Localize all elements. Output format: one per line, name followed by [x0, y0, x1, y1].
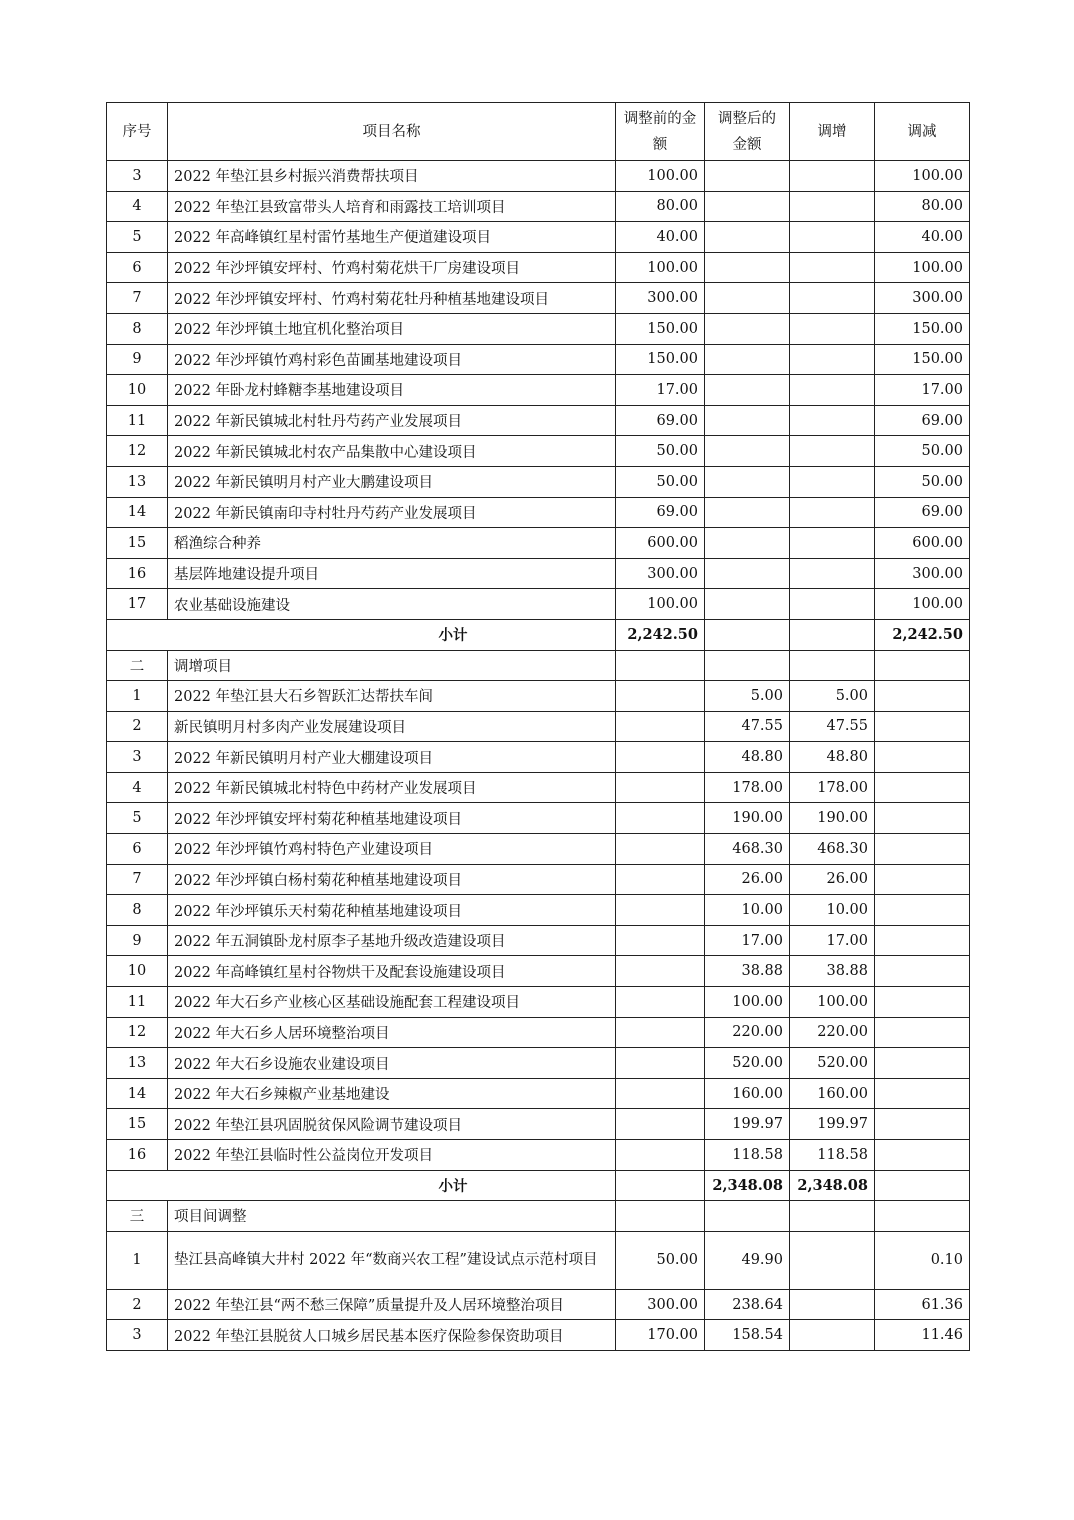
row-amount-before: 100.00 [616, 161, 705, 192]
row-project-name: 2022 年大石乡产业核心区基础设施配套工程建设项目 [168, 987, 616, 1018]
table-row [107, 742, 970, 773]
row-amount-before [616, 742, 705, 773]
row-seq: 15 [107, 1109, 168, 1140]
row-amount-after: 5.00 [705, 681, 790, 712]
row-seq: 16 [107, 558, 168, 589]
row-project-name: 2022 年垫江县致富带头人培育和雨露技工培训项目 [168, 191, 616, 222]
row-project-name: 新民镇明月村多肉产业发展建设项目 [168, 711, 616, 742]
row-amount-before: 50.00 [616, 466, 705, 497]
row-amount-after [705, 344, 790, 375]
row-increase [790, 1320, 875, 1351]
row-project-name: 2022 年沙坪镇安坪村、竹鸡村菊花烘干厂房建设项目 [168, 252, 616, 283]
row-seq: 12 [107, 436, 168, 467]
row-seq: 5 [107, 803, 168, 834]
row-project-name: 2022 年新民镇南印寺村牡丹芍药产业发展项目 [168, 497, 616, 528]
table-row [107, 1109, 970, 1140]
row-increase [790, 466, 875, 497]
row-increase [790, 1231, 875, 1289]
row-increase: 5.00 [790, 681, 875, 712]
row-seq: 5 [107, 222, 168, 253]
row-amount-after [705, 252, 790, 283]
row-seq: 14 [107, 497, 168, 528]
row-amount-after [705, 222, 790, 253]
table-body [107, 161, 970, 1351]
row-amount-before: 300.00 [616, 1289, 705, 1320]
row-decrease [875, 1109, 970, 1140]
row-decrease: 150.00 [875, 313, 970, 344]
subtotal-increase [790, 619, 875, 650]
row-amount-after: 118.58 [705, 1140, 790, 1171]
table-row [107, 1320, 970, 1351]
row-decrease: 100.00 [875, 589, 970, 620]
subtotal-row [107, 619, 970, 650]
row-project-name: 2022 年高峰镇红星村谷物烘干及配套设施建设项目 [168, 956, 616, 987]
row-amount-after: 158.54 [705, 1320, 790, 1351]
row-decrease [875, 834, 970, 865]
row-amount-before [616, 1017, 705, 1048]
section-number: 三 [107, 1201, 168, 1232]
row-amount-before [616, 1078, 705, 1109]
row-project-name: 2022 年沙坪镇竹鸡村彩色苗圃基地建设项目 [168, 344, 616, 375]
row-seq: 3 [107, 742, 168, 773]
section-title: 项目间调整 [168, 1201, 616, 1232]
row-increase: 48.80 [790, 742, 875, 773]
row-amount-before [616, 772, 705, 803]
row-increase [790, 222, 875, 253]
row-project-name: 2022 年卧龙村蜂糖李基地建设项目 [168, 375, 616, 406]
row-decrease: 69.00 [875, 405, 970, 436]
row-project-name: 2022 年沙坪镇安坪村、竹鸡村菊花牡丹种植基地建设项目 [168, 283, 616, 314]
row-increase [790, 161, 875, 192]
header-seq: 序号 [107, 103, 168, 161]
row-increase: 100.00 [790, 987, 875, 1018]
row-increase [790, 344, 875, 375]
row-seq: 1 [107, 1231, 168, 1289]
table-row [107, 1140, 970, 1171]
row-amount-after: 17.00 [705, 925, 790, 956]
row-amount-after: 199.97 [705, 1109, 790, 1140]
header-decrease: 调减 [875, 103, 970, 161]
row-project-name: 2022 年垫江县脱贫人口城乡居民基本医疗保险参保资助项目 [168, 1320, 616, 1351]
table-row [107, 1017, 970, 1048]
row-amount-after [705, 161, 790, 192]
row-amount-before: 69.00 [616, 405, 705, 436]
table-row [107, 895, 970, 926]
section-number: 二 [107, 650, 168, 681]
row-amount-before: 69.00 [616, 497, 705, 528]
row-decrease [875, 803, 970, 834]
row-increase: 26.00 [790, 864, 875, 895]
row-seq: 3 [107, 161, 168, 192]
table-row [107, 834, 970, 865]
table-row [107, 252, 970, 283]
row-project-name: 2022 年沙坪镇白杨村菊花种植基地建设项目 [168, 864, 616, 895]
row-increase [790, 528, 875, 559]
row-increase [790, 313, 875, 344]
row-amount-after: 220.00 [705, 1017, 790, 1048]
row-amount-after: 38.88 [705, 956, 790, 987]
adjustment-table [106, 102, 970, 1351]
row-increase [790, 589, 875, 620]
row-project-name: 2022 年沙坪镇土地宜机化整治项目 [168, 313, 616, 344]
table-row [107, 191, 970, 222]
header-increase: 调增 [790, 103, 875, 161]
empty-cell [875, 1201, 970, 1232]
row-amount-before [616, 803, 705, 834]
row-project-name: 2022 年新民镇城北村农产品集散中心建设项目 [168, 436, 616, 467]
row-amount-before: 600.00 [616, 528, 705, 559]
row-seq: 1 [107, 681, 168, 712]
row-amount-after: 160.00 [705, 1078, 790, 1109]
row-decrease [875, 1048, 970, 1079]
subtotal-label: 小计 [107, 619, 616, 650]
row-decrease [875, 711, 970, 742]
row-project-name: 2022 年大石乡辣椒产业基地建设 [168, 1078, 616, 1109]
row-amount-before [616, 987, 705, 1018]
row-decrease [875, 895, 970, 926]
table-row [107, 161, 970, 192]
row-project-name: 2022 年五洞镇卧龙村原李子基地升级改造建设项目 [168, 925, 616, 956]
row-decrease [875, 681, 970, 712]
row-amount-before: 100.00 [616, 252, 705, 283]
table-row [107, 987, 970, 1018]
table-row [107, 1048, 970, 1079]
row-increase [790, 497, 875, 528]
header-after: 调整后的金额 [705, 103, 790, 161]
row-project-name: 农业基础设施建设 [168, 589, 616, 620]
row-increase [790, 375, 875, 406]
row-decrease: 40.00 [875, 222, 970, 253]
table-row [107, 313, 970, 344]
row-increase: 118.58 [790, 1140, 875, 1171]
empty-cell [616, 1201, 705, 1232]
row-project-name: 2022 年新民镇明月村产业大鹏建设项目 [168, 466, 616, 497]
row-increase: 199.97 [790, 1109, 875, 1140]
row-amount-before [616, 834, 705, 865]
row-seq: 2 [107, 711, 168, 742]
row-increase [790, 191, 875, 222]
row-increase [790, 558, 875, 589]
row-amount-after: 10.00 [705, 895, 790, 926]
table-row [107, 956, 970, 987]
subtotal-decrease [875, 1170, 970, 1201]
row-amount-before: 40.00 [616, 222, 705, 253]
row-decrease [875, 1140, 970, 1171]
row-seq: 2 [107, 1289, 168, 1320]
table-header-row [107, 103, 970, 161]
table-row [107, 466, 970, 497]
row-seq: 12 [107, 1017, 168, 1048]
row-seq: 4 [107, 191, 168, 222]
table-row [107, 558, 970, 589]
row-project-name: 2022 年新民镇城北村特色中药材产业发展项目 [168, 772, 616, 803]
row-amount-before [616, 1048, 705, 1079]
row-amount-after [705, 405, 790, 436]
row-increase: 520.00 [790, 1048, 875, 1079]
empty-cell [705, 650, 790, 681]
row-amount-after: 100.00 [705, 987, 790, 1018]
row-amount-before: 170.00 [616, 1320, 705, 1351]
table-row [107, 375, 970, 406]
empty-cell [790, 1201, 875, 1232]
row-amount-after [705, 528, 790, 559]
row-decrease [875, 772, 970, 803]
row-amount-before [616, 681, 705, 712]
row-project-name: 2022 年新民镇明月村产业大棚建设项目 [168, 742, 616, 773]
table-row [107, 711, 970, 742]
row-seq: 9 [107, 344, 168, 375]
row-increase [790, 1289, 875, 1320]
row-increase: 38.88 [790, 956, 875, 987]
row-increase: 160.00 [790, 1078, 875, 1109]
row-decrease [875, 1017, 970, 1048]
row-amount-before: 300.00 [616, 558, 705, 589]
row-seq: 7 [107, 864, 168, 895]
table-row [107, 528, 970, 559]
row-amount-after [705, 375, 790, 406]
subtotal-after [705, 619, 790, 650]
section-title: 调增项目 [168, 650, 616, 681]
row-amount-before: 100.00 [616, 589, 705, 620]
row-project-name: 2022 年沙坪镇安坪村菊花种植基地建设项目 [168, 803, 616, 834]
table-row [107, 405, 970, 436]
row-seq: 8 [107, 313, 168, 344]
row-seq: 6 [107, 834, 168, 865]
row-increase: 47.55 [790, 711, 875, 742]
row-seq: 8 [107, 895, 168, 926]
row-project-name: 2022 年大石乡人居环境整治项目 [168, 1017, 616, 1048]
row-seq: 11 [107, 405, 168, 436]
row-amount-after [705, 497, 790, 528]
section-header-row [107, 650, 970, 681]
row-project-name: 2022 年新民镇城北村牡丹芍药产业发展项目 [168, 405, 616, 436]
table-row [107, 772, 970, 803]
row-amount-before: 80.00 [616, 191, 705, 222]
row-decrease [875, 925, 970, 956]
header-name: 项目名称 [168, 103, 616, 161]
table-row [107, 497, 970, 528]
row-amount-before: 50.00 [616, 436, 705, 467]
row-amount-after: 48.80 [705, 742, 790, 773]
row-amount-before [616, 1109, 705, 1140]
row-amount-after [705, 313, 790, 344]
subtotal-before: 2,242.50 [616, 619, 705, 650]
row-increase [790, 405, 875, 436]
row-decrease: 0.10 [875, 1231, 970, 1289]
row-seq: 7 [107, 283, 168, 314]
subtotal-after: 2,348.08 [705, 1170, 790, 1201]
row-amount-before: 17.00 [616, 375, 705, 406]
table-row [107, 589, 970, 620]
row-amount-before: 150.00 [616, 313, 705, 344]
row-seq: 9 [107, 925, 168, 956]
row-project-name: 2022 年高峰镇红星村雷竹基地生产便道建设项目 [168, 222, 616, 253]
row-decrease: 150.00 [875, 344, 970, 375]
row-decrease: 17.00 [875, 375, 970, 406]
row-decrease: 69.00 [875, 497, 970, 528]
subtotal-increase: 2,348.08 [790, 1170, 875, 1201]
row-increase: 17.00 [790, 925, 875, 956]
subtotal-decrease: 2,242.50 [875, 619, 970, 650]
row-amount-after [705, 466, 790, 497]
header-before: 调整前的金额 [616, 103, 705, 161]
row-decrease: 50.00 [875, 466, 970, 497]
row-amount-after: 26.00 [705, 864, 790, 895]
row-amount-before [616, 1140, 705, 1171]
row-amount-after [705, 558, 790, 589]
row-seq: 10 [107, 956, 168, 987]
row-project-name: 2022 年垫江县“两不愁三保障”质量提升及人居环境整治项目 [168, 1289, 616, 1320]
row-decrease: 100.00 [875, 252, 970, 283]
subtotal-label: 小计 [107, 1170, 616, 1201]
row-seq: 15 [107, 528, 168, 559]
empty-cell [875, 650, 970, 681]
row-amount-before: 300.00 [616, 283, 705, 314]
subtotal-before [616, 1170, 705, 1201]
row-amount-before [616, 925, 705, 956]
row-decrease: 11.46 [875, 1320, 970, 1351]
table-row [107, 436, 970, 467]
row-decrease [875, 1078, 970, 1109]
row-increase: 468.30 [790, 834, 875, 865]
row-amount-after: 468.30 [705, 834, 790, 865]
row-amount-after [705, 191, 790, 222]
row-seq: 13 [107, 466, 168, 497]
row-seq: 13 [107, 1048, 168, 1079]
row-project-name: 基层阵地建设提升项目 [168, 558, 616, 589]
row-increase: 178.00 [790, 772, 875, 803]
row-project-name: 2022 年垫江县大石乡智跃汇达帮扶车间 [168, 681, 616, 712]
row-amount-after [705, 589, 790, 620]
table-row [107, 803, 970, 834]
row-project-name: 2022 年垫江县巩固脱贫保风险调节建设项目 [168, 1109, 616, 1140]
row-seq: 17 [107, 589, 168, 620]
row-decrease: 300.00 [875, 558, 970, 589]
row-project-name: 2022 年垫江县乡村振兴消费帮扶项目 [168, 161, 616, 192]
row-decrease [875, 864, 970, 895]
row-amount-after: 178.00 [705, 772, 790, 803]
row-increase [790, 252, 875, 283]
table-row [107, 1231, 970, 1289]
row-amount-after [705, 436, 790, 467]
row-decrease: 100.00 [875, 161, 970, 192]
row-seq: 4 [107, 772, 168, 803]
row-decrease [875, 742, 970, 773]
row-amount-after: 49.90 [705, 1231, 790, 1289]
row-decrease: 61.36 [875, 1289, 970, 1320]
row-increase: 190.00 [790, 803, 875, 834]
row-amount-after: 238.64 [705, 1289, 790, 1320]
table-row [107, 1289, 970, 1320]
table-row [107, 344, 970, 375]
row-seq: 14 [107, 1078, 168, 1109]
row-increase: 10.00 [790, 895, 875, 926]
row-amount-before [616, 956, 705, 987]
row-project-name: 2022 年沙坪镇竹鸡村特色产业建设项目 [168, 834, 616, 865]
table-row [107, 681, 970, 712]
row-project-name: 垫江县高峰镇大井村 2022 年“数商兴农工程”建设试点示范村项目 [168, 1231, 616, 1289]
row-seq: 3 [107, 1320, 168, 1351]
row-amount-after [705, 283, 790, 314]
empty-cell [705, 1201, 790, 1232]
row-increase: 220.00 [790, 1017, 875, 1048]
row-project-name: 2022 年大石乡设施农业建设项目 [168, 1048, 616, 1079]
row-amount-before: 50.00 [616, 1231, 705, 1289]
table-row [107, 925, 970, 956]
row-seq: 6 [107, 252, 168, 283]
row-amount-before: 150.00 [616, 344, 705, 375]
row-decrease: 600.00 [875, 528, 970, 559]
row-decrease [875, 987, 970, 1018]
row-decrease [875, 956, 970, 987]
row-seq: 11 [107, 987, 168, 1018]
table-row [107, 864, 970, 895]
row-seq: 10 [107, 375, 168, 406]
row-amount-before [616, 864, 705, 895]
row-decrease: 300.00 [875, 283, 970, 314]
row-decrease: 50.00 [875, 436, 970, 467]
subtotal-row [107, 1170, 970, 1201]
row-amount-after: 47.55 [705, 711, 790, 742]
row-amount-before [616, 711, 705, 742]
table-row [107, 283, 970, 314]
row-project-name: 稻渔综合种养 [168, 528, 616, 559]
empty-cell [790, 650, 875, 681]
section-header-row [107, 1201, 970, 1232]
row-amount-after: 190.00 [705, 803, 790, 834]
row-decrease: 80.00 [875, 191, 970, 222]
row-project-name: 2022 年垫江县临时性公益岗位开发项目 [168, 1140, 616, 1171]
row-project-name: 2022 年沙坪镇乐天村菊花种植基地建设项目 [168, 895, 616, 926]
row-seq: 16 [107, 1140, 168, 1171]
table-row [107, 222, 970, 253]
row-increase [790, 283, 875, 314]
row-amount-before [616, 895, 705, 926]
table-row [107, 1078, 970, 1109]
empty-cell [616, 650, 705, 681]
row-amount-after: 520.00 [705, 1048, 790, 1079]
row-increase [790, 436, 875, 467]
